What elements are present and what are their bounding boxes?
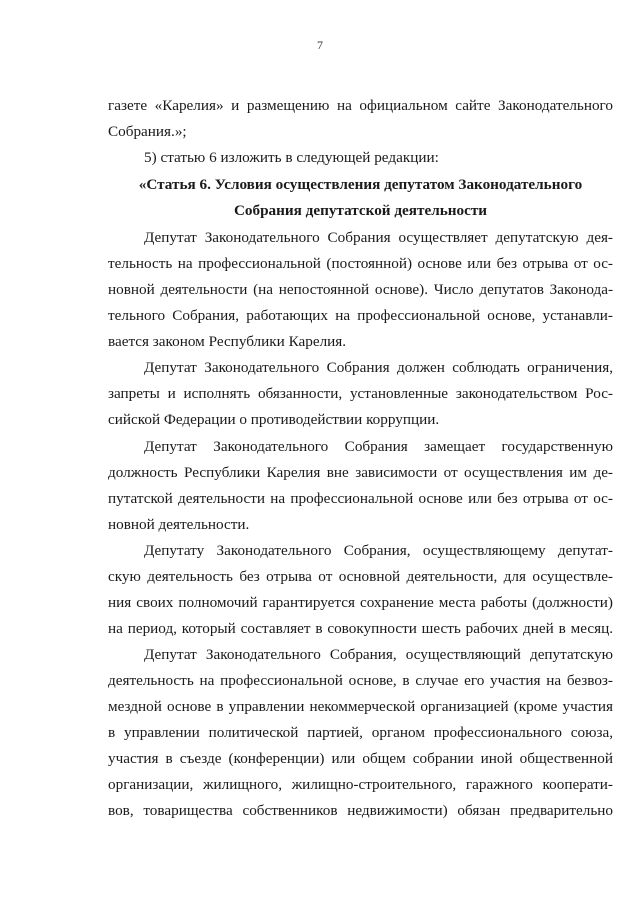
text-line: организации, жилищного, жилищно-строительного, гаражного кооперати-	[108, 776, 613, 793]
text-line: вов, товарищества собственников недвижимости) обязан предварительно	[108, 802, 613, 819]
text-line: сийской Федерации о противодействии коррупции.	[108, 411, 440, 428]
text-line: скую деятельность без отрыва от основной деятельности, для осуществле-	[108, 568, 613, 585]
text-line: вается законом Республики Карелия.	[108, 333, 347, 350]
text-line: Депутат Законодательного Собрания замещает государственную	[144, 438, 613, 455]
text-line: Депутат Законодательного Собрания должен соблюдать ограничения,	[144, 359, 613, 376]
text-line: тельность на профессиональной (постоянной) основе или без отрыва от ос-	[108, 255, 613, 272]
text-line: Депутату Законодательного Собрания, осуществляющему депутат-	[144, 542, 613, 559]
text-line: тельного Собрания, работающих на профессиональной основе, устанавли-	[108, 307, 613, 324]
text-line: участия в съезде (конференции) или общем собрании иной общественной	[108, 750, 613, 767]
text-line: мездной основе в управлении некоммерческой организацией (кроме участия	[108, 698, 613, 715]
text-line: должность Республики Карелия вне зависимости от осуществления им де-	[108, 464, 613, 481]
text-line: Собрания.»;	[108, 123, 187, 140]
text-line: запреты и исполнять обязанности, установленные законодательством Рос-	[108, 385, 613, 402]
text-line: новной деятельности.	[108, 516, 250, 533]
article-heading-line-2: Собрания депутатской деятельности	[233, 202, 488, 219]
text-line: на период, который составляет в совокупности шесть рабочих дней в месяц.	[108, 620, 613, 637]
text-line: новной деятельности (на непостоянной основе). Число депутатов Законода-	[108, 281, 613, 298]
text-line: Депутат Законодательного Собрания осуществляет депутатскую дея-	[144, 229, 613, 246]
article-heading-line-1: «Статья 6. Условия осуществления депутатом Законодательного	[138, 176, 583, 193]
page-number: 7	[317, 38, 323, 52]
text-line: газете «Карелия» и размещению на официальном сайте Законодательного	[108, 97, 613, 114]
text-line: в управлении политической партией, органом профессионального союза,	[108, 724, 613, 741]
text-line: деятельность на профессиональной основе, в случае его участия на безвоз-	[108, 672, 613, 689]
text-line: 5) статью 6 изложить в следующей редакции:	[144, 149, 439, 166]
text-line: ния своих полномочий гарантируется сохранение места работы (должности)	[108, 594, 613, 611]
text-line: путатской деятельности на профессиональной основе или без отрыва от ос-	[108, 490, 613, 507]
text-line: Депутат Законодательного Собрания, осуществляющий депутатскую	[144, 646, 613, 663]
